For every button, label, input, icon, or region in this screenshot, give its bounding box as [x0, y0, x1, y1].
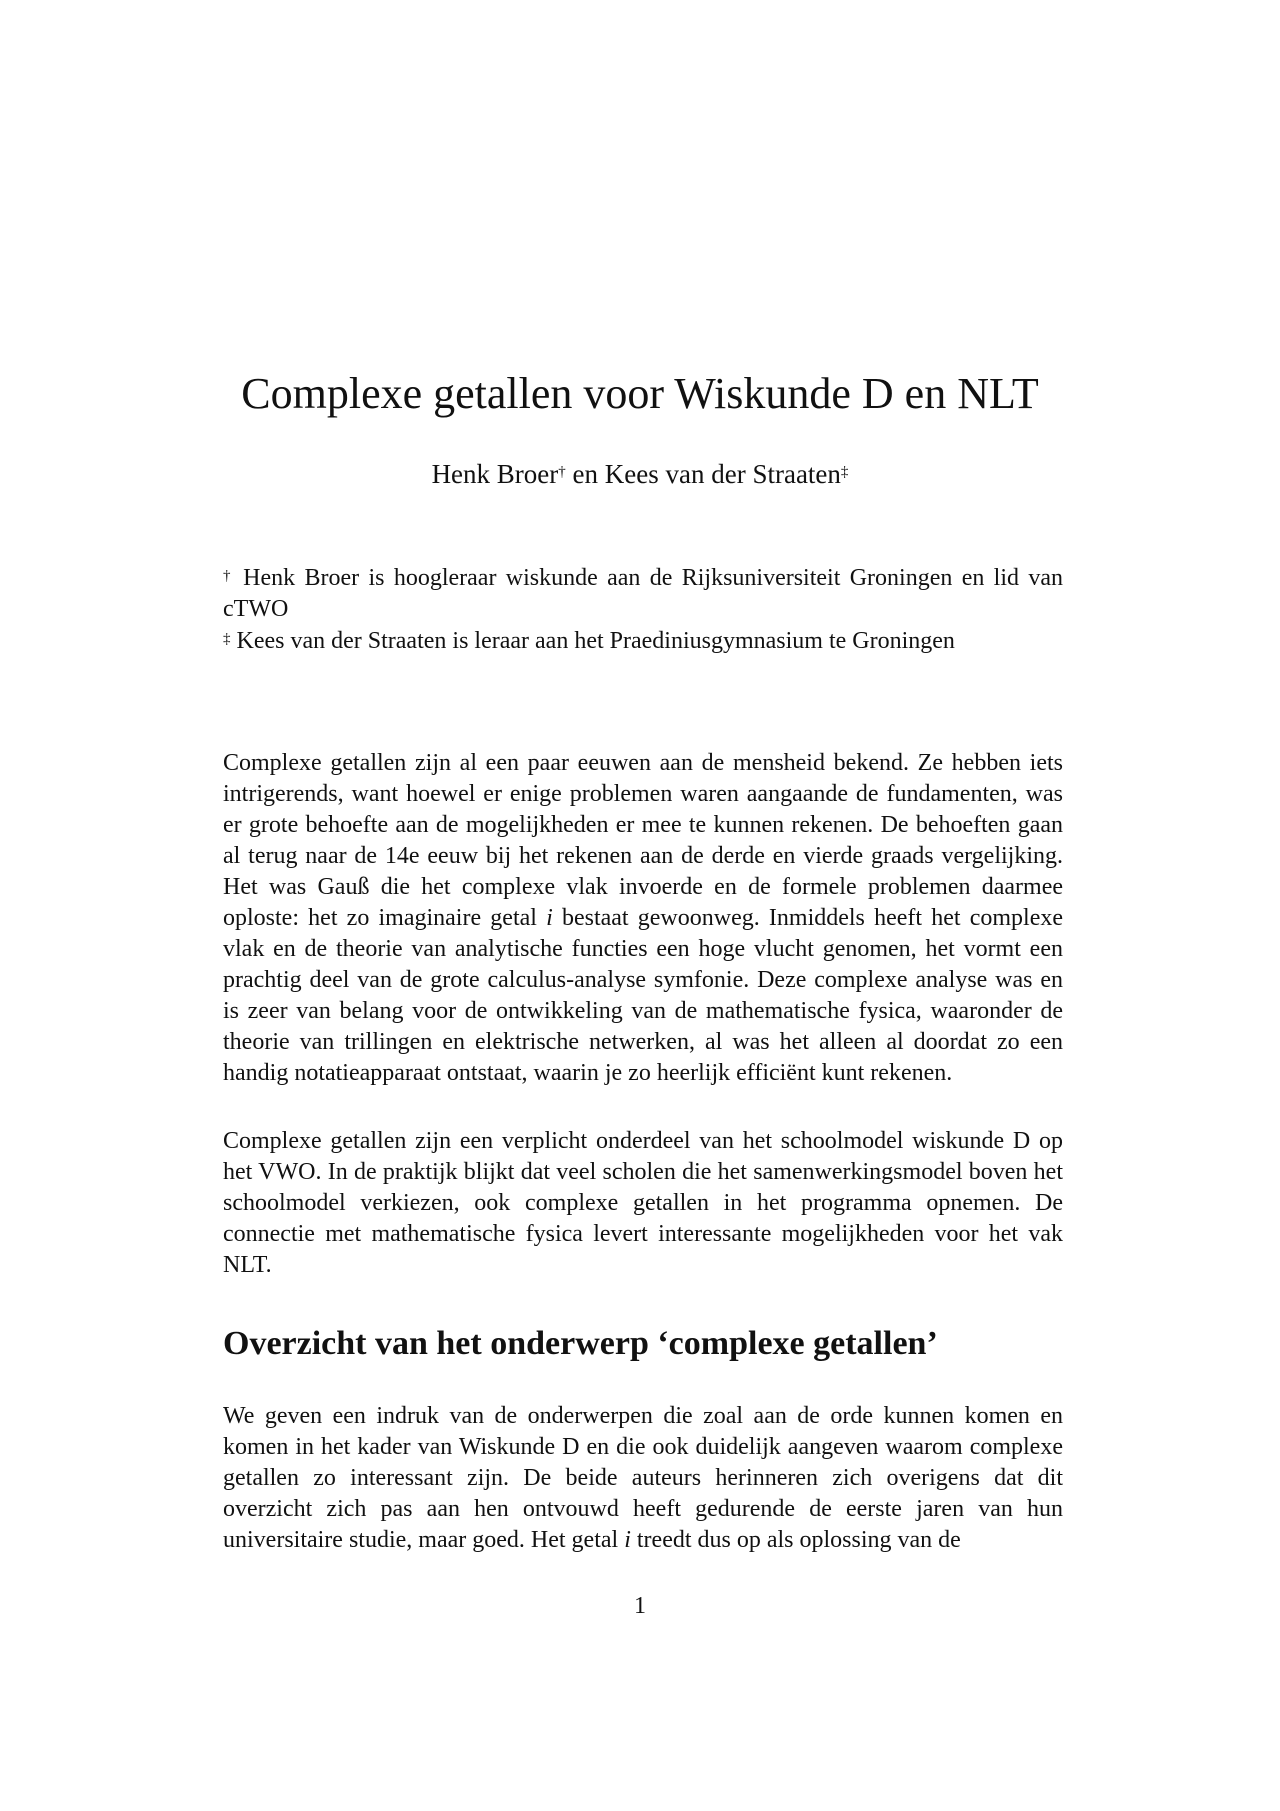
footnote-mark: ‡ [223, 631, 231, 647]
page-number: 1 [634, 1593, 646, 1619]
paragraph-text: We geven een indruk van de onderwerpen die zoal aan de orde kunnen komen en komen in het kader van Wiskunde D en die ook duidelijk aangeven waarom complexe getallen zo interessant zijn. De beide auteurs herinneren zich overigens dat dit overzicht zich pas aan hen ontvouwd heeft gedurende de eerste jaren van hun universitaire studie, maar goed. Het getal [223, 1403, 1063, 1553]
double-dagger-mark: ‡ [840, 464, 849, 480]
footnote-broer [223, 563, 1063, 625]
dagger-mark: † [558, 464, 566, 480]
overview-paragraph [223, 1401, 1063, 1556]
paragraph-text: bestaat gewoonweg. Inmiddels heeft het complexe vlak en de theorie van analytische functies een hoge vlucht genomen, het vormt een prachtig deel van de grote calculus-analyse symfonie. Deze complexe analyse was en is zeer van belang voor de ontwikkeling van de mathematische fysica, waaronder de theorie van trillingen en elektrische netwerken, al was het alleen al doordat zo een handig notatieapparaat ontstaat, waarin je zo heerlijk efficiënt kunt rekenen. [223, 905, 1063, 1086]
author-name-broer: Henk Broer [431, 459, 559, 489]
footnote-van-der-straaten [223, 626, 1063, 657]
author-conjunction: en [565, 459, 605, 489]
footnote-text: Henk Broer is hoogleraar wiskunde aan de Rijksuniversiteit Groningen en lid van cTWO [223, 565, 1064, 622]
curriculum-paragraph: Complexe getallen zijn een verplicht onderdeel van het schoolmodel wiskunde D op het VWO. In de praktijk blijkt dat veel scholen die het samenwerkingsmodel boven het schoolmodel verkiezen, ook complexe getallen in het programma opnemen. De connectie met mathematische fysica levert interessante mogelijkheden voor het vak NLT. [223, 1128, 1063, 1278]
paragraph-text: Complexe getallen zijn al een paar eeuwen aan de mensheid bekend. Ze hebben iets intrigerends, want hoewel er enige problemen waren aangaande de fundamenten, was er grote behoefte aan de mogelijkheden er mee te kunnen rekenen. De behoeften gaan al terug naar de 14e eeuw bij het rekenen aan de derde en vierde graads vergelijking. Het was Gauß die het complexe vlak invoerde en de formele problemen daarmee oploste: het zo imaginaire getal [223, 750, 1063, 931]
author-name-van-der-straaten: Kees van der Straaten [604, 459, 841, 489]
math-symbol-i: i [624, 1527, 631, 1553]
math-symbol-i: i [546, 905, 553, 931]
author-line [0, 456, 1280, 492]
intro-paragraph [223, 748, 1063, 1089]
footnote-mark: † [223, 568, 234, 584]
section-heading: Overzicht van het onderwerp ‘complexe getallen’ [223, 1325, 938, 1362]
footnote-text: Kees van der Straaten is leraar aan het Praediniusgymnasium te Groningen [230, 628, 955, 654]
paper-title: Complexe getallen voor Wiskunde D en NLT [241, 369, 1039, 418]
paragraph-text: treedt dus op als oplossing van de [630, 1527, 961, 1553]
